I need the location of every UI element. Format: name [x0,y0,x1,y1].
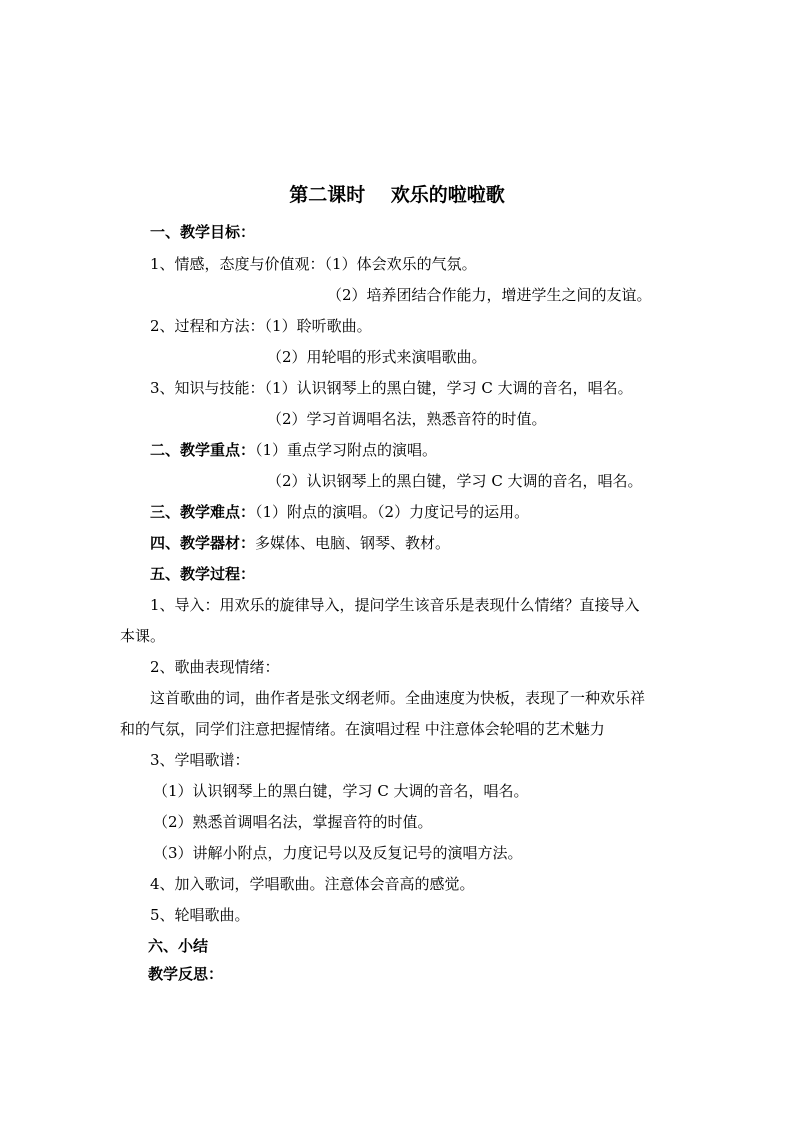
process-step-3-sub-2: （2）熟悉首调唱名法，掌握音符的时值。 [153,813,433,831]
objective-3-label: 3、知识与技能： [150,379,265,397]
objective-2-label: 2、过程和方法： [150,317,265,335]
process-step-4: 4、加入歌词，学唱歌曲。注意体会音高的感觉。 [150,875,475,893]
section-process-heading: 五、教学过程： [150,565,256,583]
process-step-1-line-2: 本课。 [120,627,166,645]
process-paragraph-line-2: 和的气氛，同学们注意把握情绪。在演唱过程 中注意体会轮唱的艺术魅力 [120,720,605,738]
section-equipment [150,533,450,553]
process-step-2: 2、歌曲表现情绪： [150,658,280,676]
equipment-heading: 四、教学器材： [150,534,256,552]
objective-2-item-2: （2）用轮唱的形式来演唱歌曲。 [267,348,487,366]
section-objectives-heading: 一、教学目标： [150,223,256,241]
objective-1-item-2: （2）培养团结合作能力，增进学生之间的友谊。 [327,286,652,304]
process-step-1-line-1: 1、导入：用欢乐的旋律导入，提问学生该音乐是表现什么情绪？直接导入 [150,596,640,614]
key-point-2: （2）认识钢琴上的黑白键，学习 C 大调的音名，唱名。 [267,472,643,490]
objective-2 [150,316,372,336]
equipment-text: 多媒体、电脑、钢琴、教材。 [255,534,451,552]
reflection-heading: 教学反思： [148,965,224,983]
section-key-points [150,440,437,460]
objective-3-item-1: （1）认识钢琴上的黑白键，学习 C 大调的音名，唱名。 [264,379,633,397]
page-title: 第二课时 欢乐的啦啦歌 [289,184,505,206]
process-step-3: 3、学唱歌谱： [150,751,250,769]
process-paragraph-line-1: 这首歌曲的词，曲作者是张文纲老师。全曲速度为快板，表现了一种欢乐祥 [150,689,646,707]
objective-1-label [150,254,477,274]
difficulties-text: （1）附点的演唱。（2）力度记号的运用。 [255,503,530,521]
process-step-3-sub-3: （3）讲解小附点，力度记号以及反复记号的演唱方法。 [153,844,523,862]
objective-1-label-text: 1、情感，态度与价值观： [150,255,325,273]
key-points-heading: 二、教学重点： [150,441,256,459]
difficulties-heading: 三、教学难点： [150,503,256,521]
objective-1-item-1: （1）体会欢乐的气氛。 [324,255,477,273]
section-difficulties [150,502,529,522]
objective-2-item-1: （1）聆听歌曲。 [264,317,372,335]
process-step-5: 5、轮唱歌曲。 [150,906,250,924]
objective-3 [150,378,633,398]
objective-3-item-2: （2）学习首调唱名法，熟悉音符的时值。 [267,410,547,428]
key-point-1: （1）重点学习附点的演唱。 [255,441,438,459]
process-step-3-sub-1: （1）认识钢琴上的黑白键，学习 C 大调的音名，唱名。 [153,782,529,800]
section-summary-heading: 六、小结 [148,937,209,955]
